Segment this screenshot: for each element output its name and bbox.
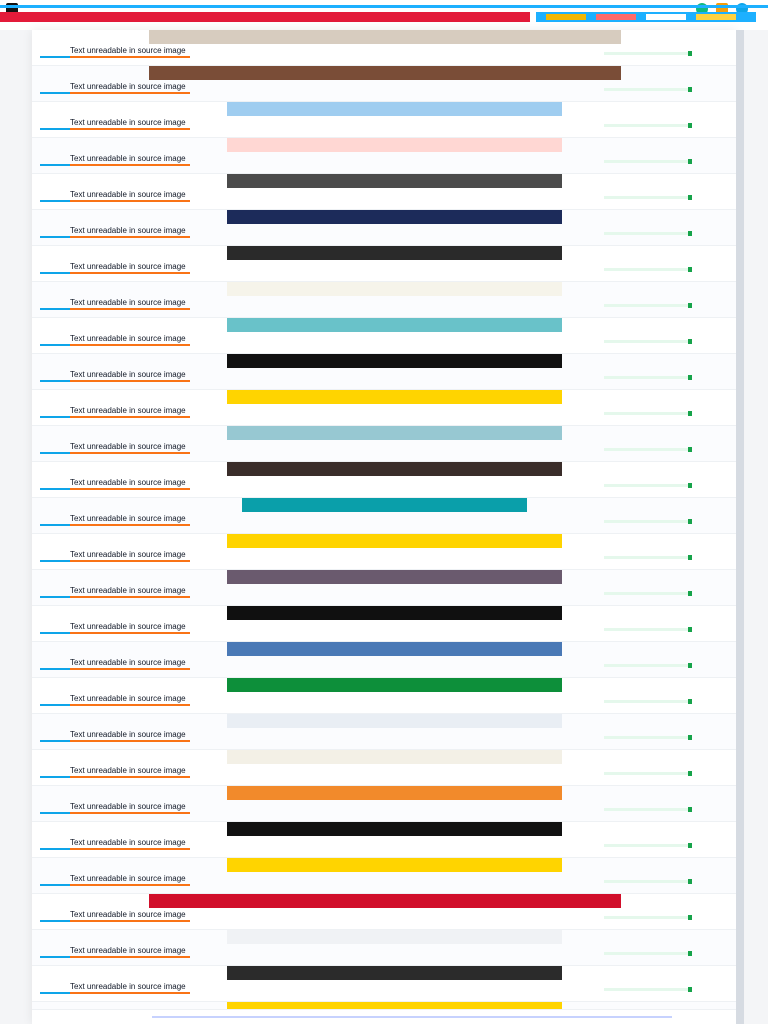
row-accent — [70, 632, 190, 634]
list-item-title[interactable]: Text unreadable in source image — [70, 226, 186, 235]
list-item[interactable] — [32, 714, 736, 750]
row-right-indicator — [688, 591, 692, 596]
list-item[interactable] — [32, 66, 736, 102]
row-right-meta — [604, 376, 692, 379]
row-right-indicator — [688, 159, 692, 164]
list-item-title[interactable]: Text unreadable in source image — [70, 838, 186, 847]
row-right-indicator — [688, 843, 692, 848]
row-right-indicator — [688, 339, 692, 344]
row-accent — [70, 920, 190, 922]
row-right-indicator — [688, 195, 692, 200]
list-item-title[interactable]: Text unreadable in source image — [70, 730, 186, 739]
row-accent — [70, 272, 190, 274]
row-accent — [70, 704, 190, 706]
thumbnail-strip[interactable] — [227, 462, 562, 476]
row-accent — [70, 524, 190, 526]
row-accent — [70, 452, 190, 454]
list-item[interactable] — [32, 318, 736, 354]
thumbnail-strip[interactable] — [227, 174, 562, 188]
thumbnail-strip[interactable] — [227, 678, 562, 692]
row-right-meta — [604, 412, 692, 415]
row-accent — [70, 992, 190, 994]
row-right-meta — [604, 268, 692, 271]
thumbnail-strip[interactable] — [227, 858, 562, 872]
thumbnail-strip[interactable] — [149, 30, 621, 44]
list-item-title[interactable]: Text unreadable in source image — [70, 766, 186, 775]
row-accent — [70, 776, 190, 778]
thumbnail-strip[interactable] — [227, 822, 562, 836]
row-accent — [70, 668, 190, 670]
thumbnail-strip[interactable] — [242, 498, 527, 512]
row-right-meta — [604, 952, 692, 955]
row-right-indicator — [688, 447, 692, 452]
list-item-title[interactable]: Text unreadable in source image — [70, 694, 186, 703]
list-item-title[interactable]: Text unreadable in source image — [70, 370, 186, 379]
list-item[interactable] — [32, 210, 736, 246]
list-item-title[interactable]: Text unreadable in source image — [70, 406, 186, 415]
thumbnail-strip[interactable] — [227, 534, 562, 548]
thumbnail-strip[interactable] — [227, 966, 562, 980]
row-right-meta — [604, 340, 692, 343]
row-right-meta — [604, 124, 692, 127]
footer — [32, 1009, 736, 1024]
scrollbar-edge[interactable] — [736, 30, 744, 1024]
list-item-title[interactable]: Text unreadable in source image — [70, 658, 186, 667]
row-right-indicator — [688, 375, 692, 380]
list-item-title[interactable]: Text unreadable in source image — [70, 478, 186, 487]
row-accent — [70, 488, 190, 490]
row-right-indicator — [688, 123, 692, 128]
header-right-strip — [536, 12, 756, 22]
row-accent — [70, 956, 190, 958]
row-accent — [70, 56, 190, 58]
top-navigation-bar — [0, 0, 768, 30]
row-right-indicator — [688, 411, 692, 416]
row-right-indicator — [688, 951, 692, 956]
list-item-title[interactable]: Text unreadable in source image — [70, 334, 186, 343]
row-right-meta — [604, 664, 692, 667]
row-accent — [70, 344, 190, 346]
list-item[interactable] — [32, 750, 736, 786]
row-right-indicator — [688, 483, 692, 488]
row-right-meta — [604, 772, 692, 775]
row-accent — [70, 308, 190, 310]
list-item-title[interactable]: Text unreadable in source image — [70, 622, 186, 631]
header-chip-3 — [646, 14, 686, 20]
thumbnail-strip[interactable] — [227, 930, 562, 944]
list-item[interactable] — [32, 822, 736, 858]
thumbnail-strip[interactable] — [227, 786, 562, 800]
thumbnail-strip[interactable] — [227, 426, 562, 440]
list-item[interactable] — [32, 30, 736, 66]
thumbnail-strip[interactable] — [227, 138, 562, 152]
list-item[interactable] — [32, 966, 736, 1002]
row-right-meta — [604, 520, 692, 523]
row-right-meta — [604, 196, 692, 199]
list-item-title[interactable]: Text unreadable in source image — [70, 550, 186, 559]
row-right-meta — [604, 52, 692, 55]
row-right-indicator — [688, 627, 692, 632]
row-accent — [70, 884, 190, 886]
list-item[interactable] — [32, 426, 736, 462]
list-item[interactable] — [32, 534, 736, 570]
list-item-title[interactable]: Text unreadable in source image — [70, 82, 186, 91]
row-right-meta — [604, 556, 692, 559]
row-right-meta — [604, 700, 692, 703]
row-right-indicator — [688, 771, 692, 776]
row-right-meta — [604, 448, 692, 451]
row-accent — [70, 740, 190, 742]
list-item[interactable] — [32, 354, 736, 390]
list-item[interactable] — [32, 138, 736, 174]
list-item[interactable] — [32, 102, 736, 138]
thumbnail-strip[interactable] — [227, 606, 562, 620]
row-accent — [70, 164, 190, 166]
thumbnail-strip[interactable] — [227, 246, 562, 260]
row-right-meta — [604, 160, 692, 163]
row-right-indicator — [688, 879, 692, 884]
row-right-indicator — [688, 915, 692, 920]
row-right-meta — [604, 628, 692, 631]
list-item[interactable] — [32, 462, 736, 498]
row-right-indicator — [688, 735, 692, 740]
list-item[interactable] — [32, 786, 736, 822]
list-item[interactable] — [32, 174, 736, 210]
row-right-indicator — [688, 51, 692, 56]
thumbnail-strip[interactable] — [227, 390, 562, 404]
row-right-meta — [604, 484, 692, 487]
row-right-meta — [604, 844, 692, 847]
thumbnail-strip[interactable] — [227, 210, 562, 224]
thumbnail-strip[interactable] — [227, 714, 562, 728]
list-item-title[interactable]: Text unreadable in source image — [70, 46, 186, 55]
list-item-title[interactable]: Text unreadable in source image — [70, 982, 186, 991]
row-right-indicator — [688, 555, 692, 560]
list-item-title[interactable]: Text unreadable in source image — [70, 586, 186, 595]
footer-bar — [152, 1016, 672, 1018]
row-right-meta — [604, 880, 692, 883]
top-accent-line — [0, 5, 768, 8]
row-right-indicator — [688, 231, 692, 236]
list-item-title[interactable]: Text unreadable in source image — [70, 118, 186, 127]
list-item-title[interactable]: Text unreadable in source image — [70, 298, 186, 307]
header-chip-2 — [596, 14, 636, 20]
thumbnail-strip[interactable] — [227, 570, 562, 584]
row-right-meta — [604, 304, 692, 307]
list-item[interactable] — [32, 930, 736, 966]
list-item-title[interactable]: Text unreadable in source image — [70, 442, 186, 451]
list-item-title[interactable]: Text unreadable in source image — [70, 874, 186, 883]
row-right-indicator — [688, 519, 692, 524]
list-item-title[interactable]: Text unreadable in source image — [70, 910, 186, 919]
list-item[interactable] — [32, 390, 736, 426]
row-accent — [70, 92, 190, 94]
row-accent — [70, 128, 190, 130]
row-right-meta — [604, 916, 692, 919]
list-item[interactable] — [32, 606, 736, 642]
row-right-meta — [604, 88, 692, 91]
list-item[interactable] — [32, 570, 736, 606]
list-item-title[interactable]: Text unreadable in source image — [70, 262, 186, 271]
row-right-meta — [604, 808, 692, 811]
row-right-meta — [604, 988, 692, 991]
row-right-indicator — [688, 987, 692, 992]
list-item[interactable] — [32, 282, 736, 318]
row-accent — [70, 560, 190, 562]
header-chip-4 — [696, 14, 736, 20]
row-right-meta — [604, 232, 692, 235]
thumbnail-strip[interactable] — [227, 354, 562, 368]
header-banner — [0, 12, 530, 22]
list-item-title[interactable]: Text unreadable in source image — [70, 802, 186, 811]
list-item[interactable] — [32, 894, 736, 930]
row-right-indicator — [688, 807, 692, 812]
list-item-title[interactable]: Text unreadable in source image — [70, 154, 186, 163]
list-item-title[interactable]: Text unreadable in source image — [70, 190, 186, 199]
row-right-indicator — [688, 303, 692, 308]
row-accent — [70, 416, 190, 418]
row-right-meta — [604, 592, 692, 595]
row-accent — [70, 848, 190, 850]
row-accent — [70, 200, 190, 202]
list — [32, 30, 736, 1024]
list-item[interactable] — [32, 246, 736, 282]
list-item[interactable] — [32, 858, 736, 894]
list-item[interactable] — [32, 642, 736, 678]
row-accent — [70, 812, 190, 814]
thumbnail-strip[interactable] — [227, 102, 562, 116]
thumbnail-strip[interactable] — [227, 642, 562, 656]
list-item[interactable] — [32, 498, 736, 534]
content-column — [32, 30, 736, 1024]
thumbnail-strip[interactable] — [227, 282, 562, 296]
thumbnail-strip[interactable] — [227, 318, 562, 332]
row-right-meta — [604, 736, 692, 739]
row-right-indicator — [688, 87, 692, 92]
list-item-title[interactable]: Text unreadable in source image — [70, 514, 186, 523]
list-item[interactable] — [32, 678, 736, 714]
thumbnail-strip[interactable] — [149, 894, 621, 908]
row-accent — [70, 236, 190, 238]
list-item-title[interactable]: Text unreadable in source image — [70, 946, 186, 955]
row-right-indicator — [688, 267, 692, 272]
thumbnail-strip[interactable] — [149, 66, 621, 80]
thumbnail-strip[interactable] — [227, 750, 562, 764]
row-accent — [70, 596, 190, 598]
header-chip-1 — [546, 14, 586, 20]
row-accent — [70, 380, 190, 382]
row-right-indicator — [688, 699, 692, 704]
row-right-indicator — [688, 663, 692, 668]
